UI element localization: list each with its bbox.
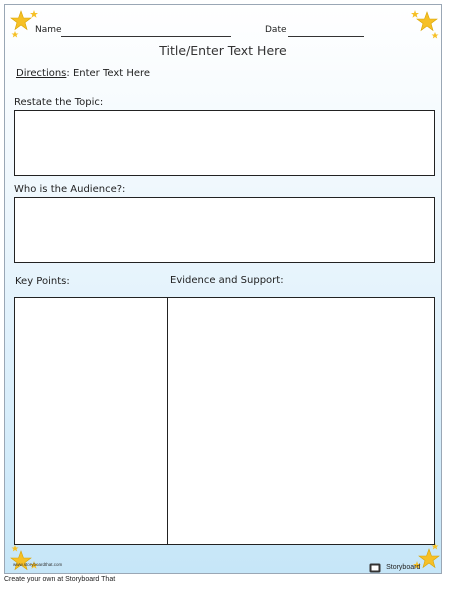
restate-topic-label: Restate the Topic: bbox=[14, 97, 104, 108]
key-points-label: Key Points: bbox=[15, 276, 70, 287]
date-line[interactable] bbox=[288, 36, 364, 37]
storyboard-logo-icon bbox=[369, 563, 381, 573]
star-icon bbox=[407, 7, 441, 41]
page-title[interactable]: Title/Enter Text Here bbox=[159, 43, 287, 58]
storyboard-brand: Storyboard bbox=[386, 564, 421, 571]
directions[interactable] bbox=[16, 68, 150, 79]
star-icon bbox=[9, 543, 41, 575]
date-label: Date bbox=[265, 25, 287, 35]
audience-label: Who is the Audience?: bbox=[14, 184, 126, 195]
name-label: Name bbox=[35, 25, 62, 35]
audience-box[interactable] bbox=[14, 197, 435, 263]
storyboard-watermark bbox=[369, 557, 420, 576]
site-watermark: www.storyboardthat.com bbox=[13, 562, 63, 567]
directions-text: : Enter Text Here bbox=[66, 68, 151, 79]
directions-label: Directions bbox=[16, 68, 67, 79]
evidence-box[interactable] bbox=[167, 297, 435, 545]
evidence-label: Evidence and Support: bbox=[170, 275, 284, 286]
footer-credit[interactable]: Create your own at Storyboard That bbox=[4, 576, 116, 583]
worksheet-page bbox=[4, 4, 442, 574]
key-points-box[interactable] bbox=[14, 297, 169, 545]
restate-topic-box[interactable] bbox=[14, 110, 435, 176]
name-line[interactable] bbox=[61, 36, 231, 37]
